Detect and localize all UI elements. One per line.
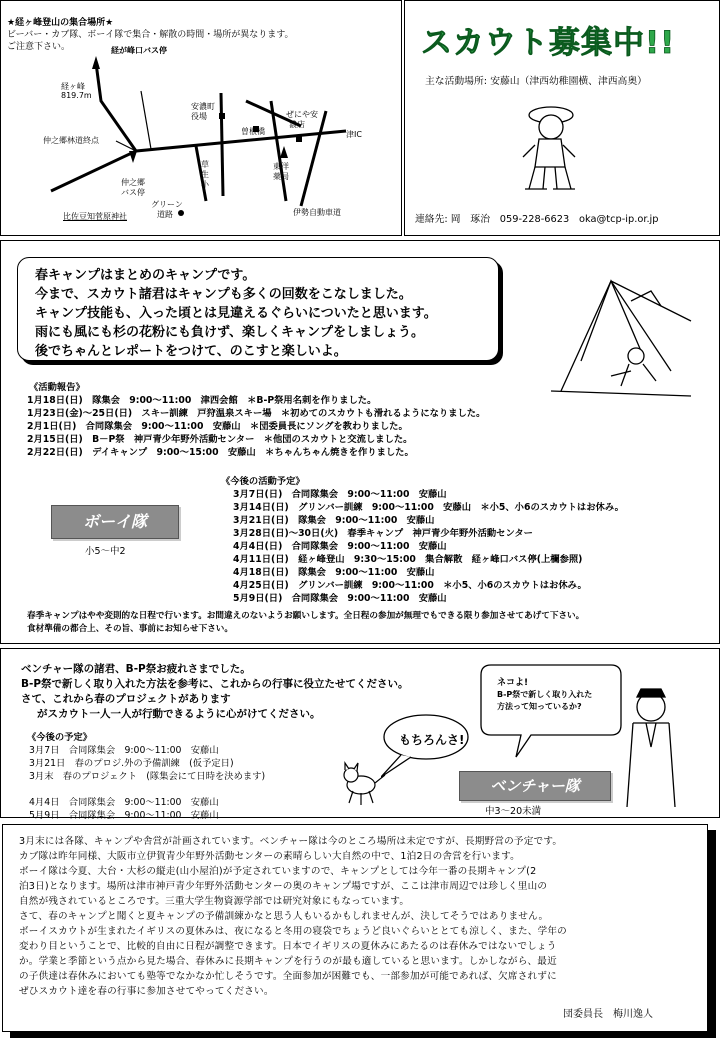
bubble-1-line-3: 方法って知っているか?: [497, 702, 582, 711]
report-title: 《活動報告》: [29, 382, 85, 393]
bus-stop-arrow: [92, 56, 100, 69]
map-label-mountain: 経ヶ峰: [61, 82, 85, 91]
spring-footer-1: 春季キャンプはやや変則的な日程で行います。お間違えのないようお願いします。全日程の参加が無理でもできる限り参加させてあげて下さい。: [27, 611, 585, 621]
boy-scout-badge: ボーイ隊: [51, 505, 179, 539]
schedule-line-7: 4月18日(日) 隊集会 9:00～11:00 安藤山: [233, 567, 435, 578]
notice-line-5: 自然が残されているところです。三重大学生物資源学部では研究対象にもなっています。: [19, 896, 410, 907]
map-label-toyo2: 薬局: [273, 172, 289, 181]
spring-line-2: 今まで、スカウト諸君はキャンプも多くの回数をこなしました。: [35, 287, 412, 302]
meeting-title: ★経ヶ峰登山の集合場所★: [7, 18, 114, 28]
venture-schedule-2: 3月21日 春のプロジ.外の予備訓練 (仮予定日): [29, 758, 234, 769]
map-label-anou: 安濃町: [191, 102, 215, 111]
map-label-kusa3: 小: [201, 180, 209, 189]
nakanogo-bus-arrow: [129, 151, 137, 163]
boy-scout-box: [0, 240, 720, 644]
spring-line-5: 後でちゃんとレポートをつけて、のこすと楽しいよ。: [35, 344, 347, 359]
recruit-box: [404, 0, 720, 236]
cat-illustration-icon: [339, 761, 389, 807]
spring-footer-2: 食材準備の都合上、その旨、事前にお知らせ下さい。: [27, 624, 233, 634]
forest-road: [141, 91, 151, 149]
map-label-zeniya2: 濃店: [289, 120, 305, 129]
spring-line-4: 雨にも風にも杉の花粉にも負けず、楽しくキャンプをしましょう。: [35, 325, 424, 340]
notice-box: [2, 824, 708, 1032]
schedule-line-5: 4月4日(日) 合同隊集会 9:00～11:00 安藤山: [233, 541, 447, 552]
report-line-3: 2月1日(日) 合同隊集会 9:00～11:00 安藤山 ＊団委員長にソングを教わりました。: [27, 421, 408, 432]
schedule-title: 《今後の活動予定》: [221, 476, 305, 487]
town-office-marker: [219, 113, 225, 119]
spring-line-3: キャンプ技能も、入った頃とは見違えるぐらいについたと思います。: [35, 306, 437, 321]
map-label-elevation: 819.7m: [61, 91, 92, 100]
map-label-office: 役場: [191, 112, 207, 121]
report-line-2: 1月23日(金)～25日(日) スキー訓練 戸狩温泉スキー場 ＊初めてのスカウトも滑れるようになりました。: [27, 408, 486, 419]
venture-line-4: がスカウト一人一人が行動できるように心がけてください。: [37, 708, 321, 720]
zeniya-marker: [296, 136, 302, 142]
meeting-note-line1: ビーバー・カブ隊、ボーイ隊で集合・解散の時間・場所が異なります。: [7, 30, 294, 40]
notice-line-1: 3月末には各隊、キャンプや舎営が計画されています。ベンチャー隊は今のところ場所は未定ですが、長期野営の予定です。: [19, 836, 563, 847]
map-label-zeniya: ぜにや安: [286, 110, 318, 119]
meeting-map-box: [0, 0, 402, 236]
map-label-nakanogo-bus: 仲之郷: [121, 178, 145, 187]
notice-line-7: ボーイスカウトが生まれたイギリスの夏休みは、夜になると冬用の寝袋でちょうど良いぐらいととても涼しく、また、学年の: [19, 926, 567, 937]
notice-line-3: ボーイ隊は今夏、大台・大杉の縦走(山小屋泊)が予定されていますので、キャンプとしては今年一番の長期キャンプ(2: [19, 866, 537, 877]
schedule-line-9: 5月9日(日) 合同隊集会 9:00～11:00 安藤山: [233, 593, 447, 604]
schedule-line-8: 4月25日(日) グリンバー訓練 9:00～11:00 ＊小5、小6のスカウトはお休み。: [233, 580, 587, 591]
venture-schedule-1: 3月7日 合同隊集会 9:00～11:00 安藤山: [29, 745, 219, 756]
map-label-expressway: 伊勢自動車道: [293, 208, 341, 217]
report-line-4: 2月15日(日) B－P祭 神戸青少年野外活動センター ＊他団のスカウトと交流しました。: [27, 434, 413, 445]
recruit-place: 主な活動場所: 安藤山（津西幼稚園横、津西高奥）: [425, 76, 647, 87]
notice-line-2: カブ隊は昨年同様、大阪市立伊賀青少年野外活動センターの素晴らしい大自然の中で、1泊2日の舎営を行います。: [19, 851, 520, 862]
venture-badge-sub: 中3～20未満: [485, 806, 542, 817]
map-label-toyo1: 東洋: [273, 162, 289, 171]
report-line-1: 1月18日(日) 隊集会 9:00～11:00 津西会館 ＊B-P祭用名刺を作りました。: [27, 395, 377, 406]
notice-line-11: ぜひスカウト達を春の行事に参加させてやってください。: [19, 986, 274, 997]
spring-line-1: 春キャンプはまとめのキャンプです。: [35, 268, 256, 283]
venture-schedule-3: 3月末 春のプロジェクト (隊集会にて日時を決めます): [29, 771, 266, 782]
schedule-line-4: 3月28日(日)～30日(火) 春季キャンプ 神戸青少年野外活動センター: [233, 528, 533, 539]
scout-illustration-icon: [515, 97, 585, 197]
tent-camping-illustration-icon: [541, 261, 701, 401]
venture-box: [0, 648, 720, 821]
notice-signature: 団委員長 梅川逸人: [563, 1009, 653, 1020]
map-label-green2: 道路: [157, 210, 173, 219]
schedule-line-3: 3月21日(日) 隊集会 9:00～11:00 安藤山: [233, 515, 435, 526]
shrine-marker: [178, 210, 184, 216]
venture-line-1: ベンチャー隊の諸君、B-P祭お疲れさまでした。: [21, 663, 251, 675]
notice-line-6: さて、春のキャンプと聞くと夏キャンプの予備訓練かなと思う人もいるかもしれませんが、決してそうではありません。: [19, 911, 549, 922]
map-label-green1: グリーン: [151, 200, 183, 209]
schedule-line-2: 3月14日(日) グリンバー訓練 9:00～11:00 安藤山 ＊小5、小6のスカウトはお休み。: [233, 502, 624, 513]
notice-line-4: 泊3日)となります。場所は津市神戸青少年野外活動センターの奥のキャンプ場ですが、ここは津市周辺では珍しく里山の: [19, 881, 548, 892]
map-label-nakanogo: 仲之郷林道終点: [43, 136, 99, 145]
map-label-shrine: 比佐豆知菅原神社: [63, 212, 127, 221]
map-label-bus-stop: 経が峰口バス停: [111, 46, 167, 55]
notice-line-8: 変わり目ということで、比較的自由に日程が調整できます。日本でイギリスの夏休みにあたるのは春休みではないでしょう: [19, 941, 557, 952]
notice-line-10: の子供達は春休みにおいても塾等でなかなか忙しそうです。全面参加が困難でも、一部参加が可能であれば、欠席されずに: [19, 971, 557, 982]
venture-line-3: さて、これから春のプロジェクトがあります: [21, 693, 231, 705]
report-line-5: 2月22日(日) デイキャンプ 9:00～15:00 安藤山 ＊ちゃんちゃん焼きを作りました。: [27, 447, 414, 458]
boy-scout-figure-icon: [627, 689, 675, 807]
map-label-tsu-ic: 津IC: [346, 130, 362, 139]
bubble-1-line-2: B-P祭で新しく取り入れた: [497, 690, 593, 699]
bubble-2-text: もちろんさ!: [399, 733, 465, 747]
boy-scout-badge-sub: 小5～中2: [85, 546, 126, 557]
map-label-kusa1: 草: [201, 160, 209, 169]
map-label-kusa2: 生: [201, 170, 209, 179]
schedule-line-6: 4月11日(日) 経ヶ峰登山 9:30～15:00 集合解散 経ヶ峰口バス停(上欄参照): [233, 554, 583, 565]
schedule-line-1: 3月7日(日) 合同隊集会 9:00～11:00 安藤山: [233, 489, 447, 500]
anou-road: [221, 93, 223, 196]
toyo-arrow: [280, 146, 288, 158]
recruit-title: スカウト募集中!!: [421, 25, 676, 61]
bubble-1-line-1: ネコよ!: [497, 678, 529, 688]
recruit-contact: 連絡先: 岡 琢治 059-228-6623 oka@tcp-ip.or.jp: [415, 214, 659, 225]
venture-schedule-title: 《今後の予定》: [27, 732, 93, 743]
venture-line-2: B-P祭で新しく取り入れた方法を参考に、これからの行事に役立たせてください。: [21, 678, 409, 690]
map-label-bus-stop2: バス停: [121, 188, 145, 197]
venture-schedule-5: 5月9日 合同隊集会 9:00～11:00 安藤山: [29, 810, 219, 821]
map-label-sone: 曽根橋: [241, 127, 265, 136]
venture-schedule-4: 4月4日 合同隊集会 9:00～11:00 安藤山: [29, 797, 219, 808]
notice-line-9: か。学業と季節という点から見た場合、春休みに長期キャンプを行うのが最も適していると思います。しかしながら、最近: [19, 956, 557, 967]
venture-badge: ベンチャー隊: [459, 771, 611, 801]
meeting-note-line2: ご注意下さい。: [7, 42, 71, 52]
